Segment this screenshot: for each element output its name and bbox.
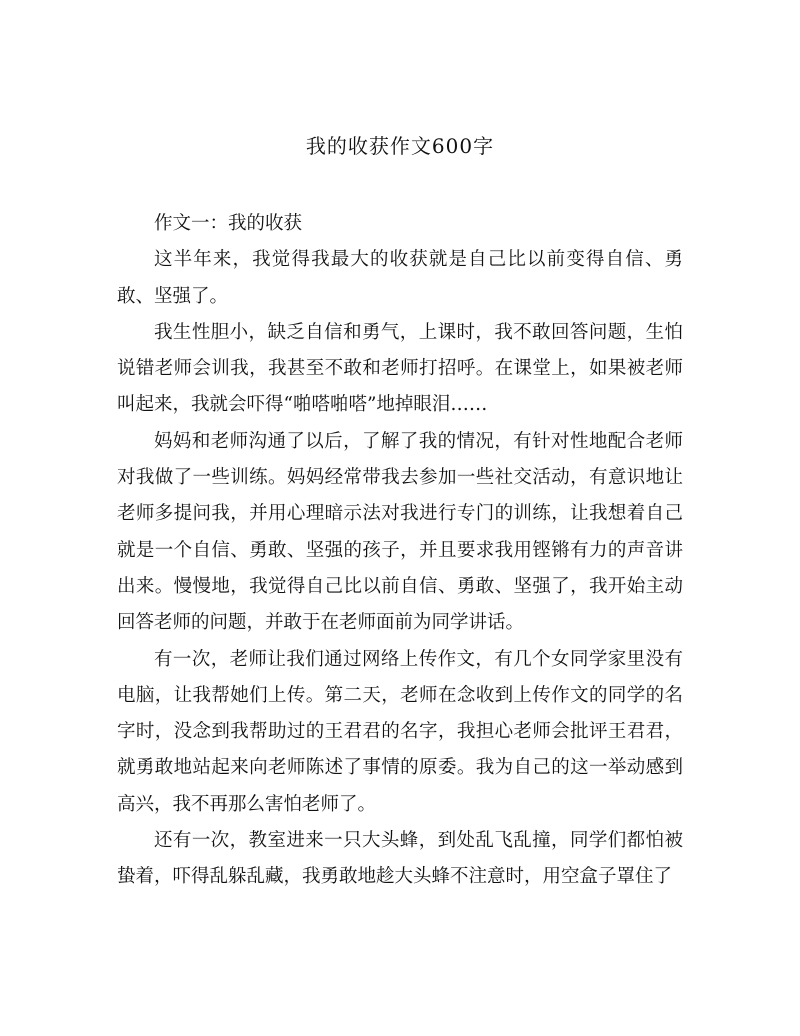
document-title: 我的收获作文600字 (305, 134, 495, 158)
paragraph: 妈妈和老师沟通了以后，了解了我的情况，有针对性地配合老师对我做了一些训练。妈妈经常带我去参加一些社交活动，有意识地让老师多提问我，并用心理暗示法对我进行专门的训练，让我想着自己就是一个自信、勇敢、坚强的孩子，并且要求我用铿锵有力的声音讲出来。慢慢地，我觉得自己比以前自信、勇敢、坚强了，我开始主动回答老师的问题，并敢于在老师面前为同学讲话。 (117, 430, 683, 634)
paragraph: 有一次，老师让我们通过网络上传作文，有几个女同学家里没有电脑，让我帮她们上传。第二天，老师在念收到上传作文的同学的名字时，没念到我帮助过的王君君的名字，我担心老师会批评王君君，就勇敢地站起来向老师陈述了事情的原委。我为自己的这一举动感到高兴，我不再那么害怕老师了。 (117, 648, 683, 815)
essay-heading: 作文一：我的收获 (154, 213, 303, 234)
document-body (117, 206, 683, 896)
paragraph: 我生性胆小，缺乏自信和勇气，上课时，我不敢回答问题，生怕说错老师会训我，我甚至不敢和老师打招呼。在课堂上，如果被老师叫起来，我就会吓得“啪嗒啪嗒”地掉眼泪…… (117, 321, 683, 416)
paragraph: 还有一次，教室进来一只大头蜂，到处乱飞乱撞，同学们都怕被蛰着，吓得乱躲乱藏，我勇敢地趁大头蜂不注意时，用空盒子罩住了 (117, 830, 683, 888)
paragraph: 这半年来，我觉得我最大的收获就是自己比以前变得自信、勇敢、坚强了。 (117, 249, 683, 307)
